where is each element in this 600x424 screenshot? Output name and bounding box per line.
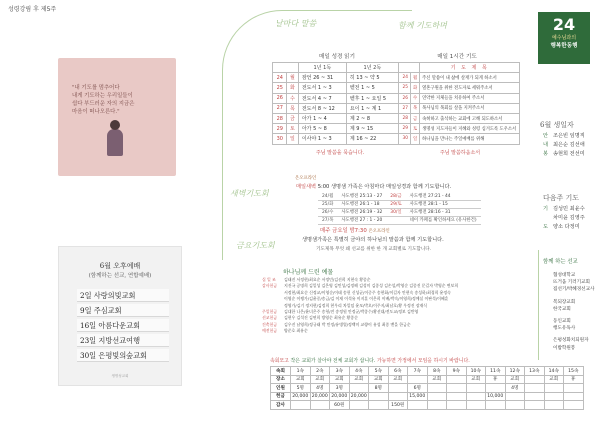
offering-type: 선교헌금 [262,315,278,321]
prayer-note: 주님 말씀하옵소서 [439,150,481,156]
offering-type: 건축헌금 [262,321,278,327]
dawn-date: 27/목 [318,216,337,224]
afternoon-worship-subtitle: (함께하는 선교, 연합예배) [88,273,152,279]
cell-report-value [466,392,486,401]
cell-report-value [427,384,447,393]
cell-report-value: 헌금 [271,392,291,401]
cell-column-header: 6속 [388,367,408,376]
cell-report-value: 15,000 [409,393,426,399]
cell-report-value [291,401,311,410]
bible-col2-header: 1년 2독 [346,63,398,73]
cell-report-value [427,392,447,401]
cell-report-value: 60원 [330,401,350,410]
row-label: 도 [543,224,549,230]
cell-report-row [271,384,584,393]
prayer-row [399,124,520,134]
row-label: 내 [543,142,549,148]
cell-report-value [564,401,584,410]
cell-report-value [486,401,506,410]
row-label [543,214,553,223]
mission-partner: 은평성화치되원자 [553,338,589,344]
bible-note: 주님 말씀을 묵습니다. [315,150,365,156]
worship-item: 2일 사랑의빛교회 [77,289,169,302]
cell-report-value [466,384,486,393]
worship-item: 9일 주심교회 [77,304,169,317]
cell-report-value [349,384,369,393]
cell-report-value: 20,000 [350,393,367,399]
dawn-date: 30/일 [386,208,405,216]
dawn-row [318,192,481,200]
decorative-line [538,250,539,360]
prayer-day: 27 [399,103,411,113]
cell-report-value [525,384,545,393]
bible-weekday: 월 [287,73,299,83]
worship-item: 30일 은평빛의숲교회 [77,349,169,362]
next-week-list [543,205,599,232]
friday-note: 기도제목 무엇 왜 선교를 위한 한 개 교회별로 기도합니다. [316,247,432,252]
bible-weekday: 일 [287,134,299,144]
bible-reading-2: 벧전 1 ~ 5 [346,83,398,93]
cell-report-value: 8명 [369,384,389,393]
bible-reading-1: 잠언 26 ~ 31 [298,73,346,83]
cell-report-value: 인원 [271,384,291,393]
prayer-title: 매일 1시간 기도 [437,54,477,60]
prayer-row [399,134,520,144]
bible-row [273,134,399,144]
quote-line: 내게 기도하는 우리일들이 [72,93,133,99]
dawn-prayer-header [296,183,451,190]
bible-reading-1: 이사야 1 ~ 3 [298,134,346,144]
mission-partner: 이밥학원봉 [553,345,576,351]
dawn-date [386,216,405,224]
cell-report-value: 교회 [427,375,447,384]
bible-weekday: 화 [287,83,299,93]
cell-report-value: 10,000 [487,393,504,399]
birthday-list [543,132,599,159]
dawn-time-label: 매일새벽 [296,184,317,190]
cell-report-value: 휴 [486,375,506,384]
afternoon-worship-title: 6월 오후예배 [99,262,141,270]
row-names: 차미윤 김영주 [553,215,585,221]
name-row [543,205,599,214]
logo-line1: 예수님과의 [551,35,577,41]
dawn-date: 26/수 [318,208,337,216]
cell-column-header: 13속 [525,367,545,376]
dawn-row [318,208,481,216]
quote-line: "내 기도를 멈추어다 [72,85,120,91]
dawn-passage: 사도행전 26:19 - 32 [337,208,386,216]
worship-item: 16일 아름다운교회 [77,319,169,332]
offering-type: 십 일 조 [262,277,276,282]
prayer-row [399,103,520,113]
cell-report-value: 교회 [544,375,564,384]
cell-report-emphasis: 가능하면 가정에서 모임을 하시기 바랍니다. [376,358,470,364]
logo-number: 24 [552,15,576,34]
cell-report-value [525,401,545,410]
row-names: 조은빈 임명직 [553,133,585,139]
bulletin-week-label: 성령강림 후 제5주 [8,6,57,13]
cell-report-value: 교회 [291,375,311,384]
bible-day: 24 [273,73,287,83]
cell-report-value: 장소 [271,375,291,384]
bible-day: 25 [273,83,287,93]
bible-reading-2: 벧후 1 ~ 요일 5 [346,93,398,103]
prayer-day: 26 [399,93,411,103]
dawn-description: 5:00 생명샘 가족은 아침마다 매일성경과 함께 기도합니다. [316,184,452,190]
bible-col1-header: 1년 1독 [298,63,346,73]
friday-prayer-heading: 금요기도회 [236,241,275,250]
bible-day: 27 [273,103,287,113]
cell-report-value [486,384,506,393]
dawn-date: 25/화 [318,200,337,208]
offering-type: 감사헌금 [262,283,278,289]
offering-names: 이영순 이쟁가/김윤중/송금/김 이재 이석유 이지훈 이은희 이배/박숙/이영희/정예실 이판석/이혜훈 [284,296,449,302]
bible-reading-2: 히 13 ~ 약 5 [346,73,398,83]
cell-report-value: 교회 [330,375,350,384]
cell-report-value [505,401,525,410]
cell-report-value [525,392,545,401]
friday-description: 생명샘가족은 특별히 금야의 하나님의 말씀과 함께 기도합니다. [302,237,444,243]
cell-report-row [271,375,584,384]
prayer-day: 24 [399,73,411,83]
prayer-day: 29 [399,124,411,134]
cell-report-value [408,375,428,384]
cell-report-value [388,392,408,401]
offering-names: 김현우 김석진 김연희 방영순 최유순 황종순 [284,315,358,321]
prayer-row [399,73,520,83]
bible-reading-2: 계 9 ~ 15 [346,124,398,134]
cell-column-header: 4속 [349,367,369,376]
offering-type: 예전헌금 [262,328,278,334]
cell-report-value [447,401,467,410]
dawn-date: 24/월 [318,192,337,200]
cell-report-value [466,401,486,410]
quote-image [58,58,176,176]
prayer-topic: 목사님의 목회를 살을 지켜주소서 [420,103,520,113]
cell-report-value [408,401,428,410]
bible-row [273,73,399,83]
prayer-weekday: 화 [411,83,420,93]
dawn-row [318,200,481,208]
cell-report-value [388,384,408,393]
friday-time [320,226,390,234]
prayer-topic: 연약한 지체들을 치유하여 주소서 [420,93,520,103]
cell-report-row [271,401,584,410]
bible-row [273,93,399,103]
cell-report-value [447,392,467,401]
row-names: 최은순 김선애 [553,142,585,148]
cell-report-value: 감사 [271,401,291,410]
mission-partner: 동인교회 [553,319,571,325]
worship-footer: 생명성교회 [111,374,129,378]
bible-day: 26 [273,93,287,103]
next-week-title: 다음주 기도 [543,194,580,202]
mission-partners-title: 함께 하는 선교 [543,259,578,265]
offering-names: 김우진 남영희/정규태 박 민정/유병열/정백미 교량이 유성 최종 맨을 한금순 [284,321,411,327]
cell-report-label: 속회모고 [270,358,289,364]
prayer-row [399,83,520,93]
bible-row [273,113,399,123]
cell-column-header: 1속 [291,367,311,376]
logo-line2: 행복한동행 [550,43,578,49]
offering-names: 정영가/김기 정지현/김정희 현우리 차일임 윤모/박오/이주지/최남호/황 우정진 장재식 [284,302,428,308]
prayer-weekday: 일 [411,134,420,144]
dawn-prayer-heading: 새벽기도회 [230,189,269,198]
friday-badge: 온오프라인 [368,229,390,234]
prayer-topic: 주신 말씀이 내 삶에 살재가 되게 하소서 [420,73,520,83]
dawn-passage: 사도행전 27 : 1 - 20 [337,216,386,224]
cell-report-header [270,357,470,364]
offering-type: 주일헌금 [262,309,278,315]
cell-report-value: 150원 [388,401,408,410]
cell-report-value: 4명 [310,384,330,393]
cell-column-header: 12속 [505,367,525,376]
bible-reading-table [272,62,399,145]
mission-partner: 복되장교회 [553,299,576,305]
prayer-topic: 속혀하고 출석하는 교회에 고해 되도하소서 [420,113,520,123]
cell-column-header: 10속 [466,367,486,376]
theme-logo [538,12,590,64]
bible-reading-1: 아가 1 ~ 4 [298,113,346,123]
cell-column-header: 14속 [544,367,564,376]
bible-reading-2: 요이 1 ~ 계 1 [346,103,398,113]
row-names: 송현희 전선미 [553,151,585,157]
prayer-weekday: 금 [411,113,420,123]
mission-partner: 뜨거움 기러기교회 [553,280,590,286]
cell-report-value: 5명 [291,384,311,393]
bible-row [273,124,399,134]
mission-partner: 협성대학교 [553,273,576,278]
bible-day: 30 [273,134,287,144]
prayer-weekday: 수 [411,93,420,103]
cell-column-header: 속회 [271,367,291,376]
cell-report-header-row [271,367,584,376]
bible-day: 28 [273,113,287,123]
bible-reading-2: 계 2 ~ 8 [346,113,398,123]
offering-names: 김태진 서정현/최요순 서정민/김선희 지현숙 황종순 [284,277,371,282]
bible-weekday: 금 [287,113,299,123]
prayer-topic: 생명성 지도자들이 지혜와 성령 심겨도록 도우소서 [420,124,520,134]
cell-column-header: 5속 [369,367,389,376]
cell-report-value [505,392,525,401]
name-row [543,223,599,232]
offering-names: 양준호 최유순 [284,328,308,334]
bible-reading-1: 아가 5 ~ 8 [298,124,346,134]
bible-row [273,103,399,113]
cell-report-value [349,401,369,410]
prayer-header: 기 도 제 목 [420,63,520,73]
worship-item: 23일 지방선교여행 [77,334,169,347]
bible-reading-2: 계 16 ~ 22 [346,134,398,144]
bible-day: 29 [273,124,287,134]
cell-report-value [369,392,389,401]
afternoon-worship-box [58,246,182,386]
dawn-passage: 네이 카페를 확인하세요 (유사한건) [406,216,481,224]
cell-column-header: 8속 [427,367,447,376]
row-label: 기 [543,206,549,212]
bible-weekday: 수 [287,93,299,103]
offering-row [262,328,542,334]
prayer-row [399,93,520,103]
prayer-day: 25 [399,83,411,93]
prayer-topic: 열혼구원을 위한 전도자로 세워주소서 [420,83,520,93]
quote-text [72,84,134,116]
cell-report-value: 교회 [310,375,330,384]
cell-report-value [427,401,447,410]
row-names: 양소 다정미 [553,224,580,230]
cell-report-value: 교회 [369,375,389,384]
bible-reading-1: 전도서 4 ~ 7 [298,93,346,103]
dawn-passage: 사도행전 25:13 - 27 [337,192,386,200]
cell-report-row [271,392,584,401]
prayer-heading: 함께 기도하며 [398,21,447,30]
cell-report-value [447,384,467,393]
cell-report-value [564,384,584,393]
dawn-row [318,216,481,224]
dawn-schedule-table [318,192,481,225]
cell-column-header: 15속 [564,367,584,376]
cell-report-value: 교회 [388,375,408,384]
afternoon-worship-list [77,289,169,364]
offering-title: 하나님께 드린 예물 [283,269,334,276]
cell-report-value: 교회 [505,375,525,384]
bible-heading: 날마다 말씀 [275,19,317,28]
cell-report-table [270,366,584,410]
dawn-passage: 사도행전 27:21 - 44 [406,192,481,200]
cell-report-value [525,375,545,384]
cell-report-value [310,401,330,410]
cell-report-value [544,401,564,410]
cell-column-header: 7속 [408,367,428,376]
name-row [543,132,599,141]
prayer-table [398,62,520,145]
cell-report-value: 교회 [466,375,486,384]
offering-names: 김대한 나은/윤녀은주 송형/전 송정원 안정균/박종수/황선대/전도교/정보 김반영 [284,309,419,315]
cell-column-header: 11속 [486,367,506,376]
cell-report-value [544,392,564,401]
cell-column-header: 3속 [330,367,350,376]
bible-reading-1: 전도서 1 ~ 3 [298,83,346,93]
bible-row [273,83,399,93]
dawn-passage: 사도행전 26:1 - 18 [337,200,386,208]
quote-line: 마음이 떠나오른다." [72,109,120,115]
friday-time-label: 매주 금요일 밤7:30 [320,228,367,234]
cell-report-value [447,375,467,384]
cell-report-value: 20,000 [292,393,309,399]
offering-names: 지진국 공명희 김일성 김은영 김민성/김정해 김성미 김종성 김손섭/박영순 김종진 문길자 박영순 변보희 [284,283,459,289]
mission-partner: 집선기/박혜경선교사 [553,287,595,293]
dawn-date: 28/금 [386,192,405,200]
dawn-date: 29/토 [386,200,405,208]
girl-illustration [106,120,124,156]
mission-partner: 한국교회 [553,306,571,312]
cell-report-value: 20,000 [331,393,348,399]
cell-report-value: 휴 [564,375,584,384]
dawn-passage: 사도행전 28:16 - 31 [406,208,481,216]
cell-report-value: 교회 [349,375,369,384]
prayer-weekday: 목 [411,103,420,113]
offering-names: 서정현/최요순 신정교/이영순/이태 송헌 신성균/이중주 송현화/이길자 안현숙 송성하/최경희 윤정숙 [284,289,451,295]
cell-report-value [369,401,389,410]
row-label: 안 [543,133,549,139]
cell-report-value: 4명 [505,384,525,393]
prayer-topic: 하나님을 만나는 주일예배를 위해 [420,134,520,144]
cell-column-header: 9속 [447,367,467,376]
row-label: 봉 [543,151,549,157]
quote-line: 쉽다 부드러운 자의 지금은 [72,101,135,107]
prayer-row [399,113,520,123]
name-row [543,214,599,223]
cell-report-text: 작은 교회가 살아야 전체 교회가 삽니다. [288,358,377,364]
birthday-title: 6월 생일자 [540,121,574,129]
mission-partner: 행도유독사 [553,326,576,332]
cell-report-value [544,384,564,393]
mission-partners-list [553,272,599,352]
cell-report-value: 3명 [330,384,350,393]
prayer-weekday: 토 [411,124,420,134]
cell-report-value: 6명 [408,384,428,393]
bible-reading-1: 전도서 8 ~ 12 [298,103,346,113]
cell-report-value [564,392,584,401]
cell-report-value: 20,000 [311,393,328,399]
row-names: 김성민 최윤수 [553,206,585,212]
offering-list [262,277,542,335]
prayer-weekday: 월 [411,73,420,83]
name-row [543,141,599,150]
bible-weekday: 목 [287,103,299,113]
cell-column-header: 2속 [310,367,330,376]
prayer-day: 30 [399,134,411,144]
name-row [543,150,599,159]
bible-reading-title: 매일 성경 읽기 [319,54,355,60]
bible-weekday: 토 [287,124,299,134]
prayer-day: 28 [399,113,411,123]
dawn-badge: 온오프라인 [295,176,317,181]
dawn-passage: 사도행전 28:1 - 15 [406,200,481,208]
